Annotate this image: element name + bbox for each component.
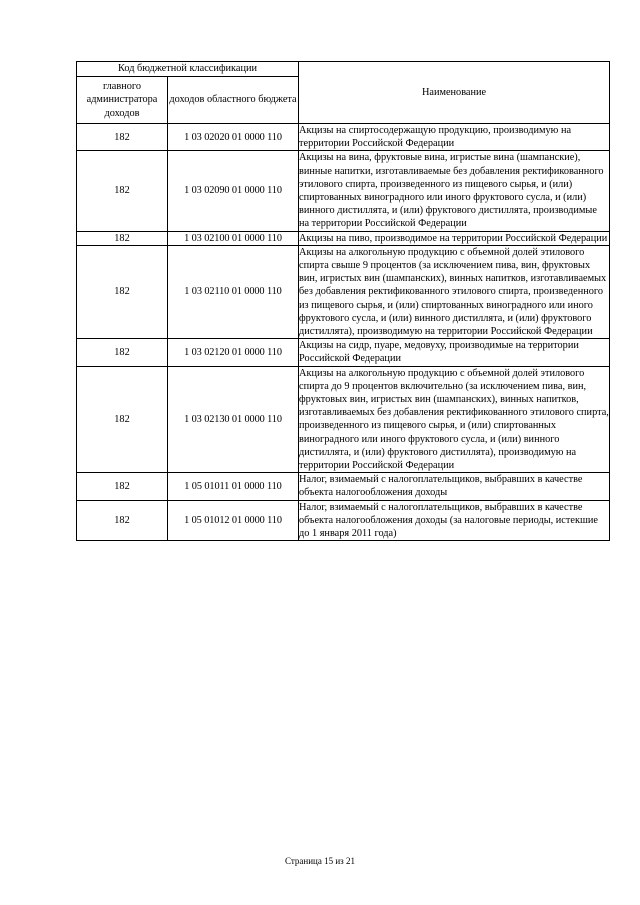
income-code-cell: 1 03 02120 01 0000 110	[168, 339, 299, 366]
admin-code-cell: 182	[77, 231, 168, 245]
income-name-cell: Акцизы на пиво, производимое на территории Российской Федерации	[299, 231, 610, 245]
header-regional-budget-income: доходов областного бюджета	[168, 77, 299, 124]
admin-code-cell: 182	[77, 500, 168, 541]
income-code-cell: 1 03 02090 01 0000 110	[168, 151, 299, 231]
income-code-cell: 1 03 02110 01 0000 110	[168, 245, 299, 338]
income-name-cell: Акцизы на вина, фруктовые вина, игристые вина (шампанские), винные напитки, изготавливаемые без добавления ректификованного этилового спирта, произведенного из пищевого сырья, и (или) спиртованных виноградного или иного фруктового сусла, и (или) винного дистиллята, и (или) фруктового дистиллята, производимые на территории Российской Федерации	[299, 151, 610, 231]
table-row	[77, 231, 610, 245]
income-name-cell: Налог, взимаемый с налогоплательщиков, выбравших в качестве объекта налогообложения доходы	[299, 473, 610, 500]
admin-code-cell: 182	[77, 339, 168, 366]
income-name-cell: Акцизы на спиртосодержащую продукцию, производимую на территории Российской Федерации	[299, 124, 610, 151]
page-number: Страница 15 из 21	[285, 856, 355, 866]
income-code-cell: 1 03 02100 01 0000 110	[168, 231, 299, 245]
budget-classification-table	[76, 61, 610, 541]
table-row	[77, 366, 610, 473]
income-name-cell: Акцизы на алкогольную продукцию с объемной долей этилового спирта свыше 9 процентов (за исключением пива, вин, фруктовых вин, игристых вин (шампанских), винных напитков, изготавливаемых без добавления ректификованного этилового спирта, произведенного из пищевого сырья, и (или) спиртованных виноградного или иного фруктового сусла, и (или) винного дистиллята, и (или) фруктового дистиллята), производимую на территории Российской Федерации	[299, 245, 610, 338]
table-row	[77, 500, 610, 541]
income-name-cell: Акцизы на алкогольную продукцию с объемной долей этилового спирта до 9 процентов включительно (за исключением пива, вин, фруктовых вин, игристых вин (шампанских), винных напитков, изготавливаемых без добавления ректификованного этилового спирта, произведенного из пищевого сырья, и (или) спиртованных виноградного или иного фруктового сусла, и (или) винного дистиллята, и (или) фруктового дистиллята), производимую на территории Российской Федерации	[299, 367, 609, 472]
admin-code-cell: 182	[77, 124, 168, 151]
table-row	[77, 151, 610, 231]
header-main-administrator: главного администратора доходов	[77, 77, 168, 124]
admin-code-cell: 182	[77, 245, 168, 338]
income-name-cell: Акцизы на сидр, пуаре, медовуху, производимые на территории Российской Федерации	[299, 339, 610, 366]
income-code-cell: 1 05 01011 01 0000 110	[168, 473, 299, 500]
admin-code-cell: 182	[77, 473, 168, 500]
table-row	[77, 124, 610, 151]
admin-code-cell: 182	[77, 151, 168, 231]
header-name: Наименование	[299, 62, 610, 124]
table-row	[77, 245, 610, 338]
header-budget-code-group: Код бюджетной классификации	[77, 62, 299, 77]
income-code-cell: 1 03 02130 01 0000 110	[168, 366, 299, 473]
income-name-cell: Налог, взимаемый с налогоплательщиков, выбравших в качестве объекта налогообложения доходы (за налоговые периоды, истекшие до 1 января 2011 года)	[299, 500, 610, 541]
admin-code-cell: 182	[77, 366, 168, 473]
income-code-cell: 1 05 01012 01 0000 110	[168, 500, 299, 541]
table-row	[77, 339, 610, 366]
income-code-cell: 1 03 02020 01 0000 110	[168, 124, 299, 151]
table-row	[77, 473, 610, 500]
